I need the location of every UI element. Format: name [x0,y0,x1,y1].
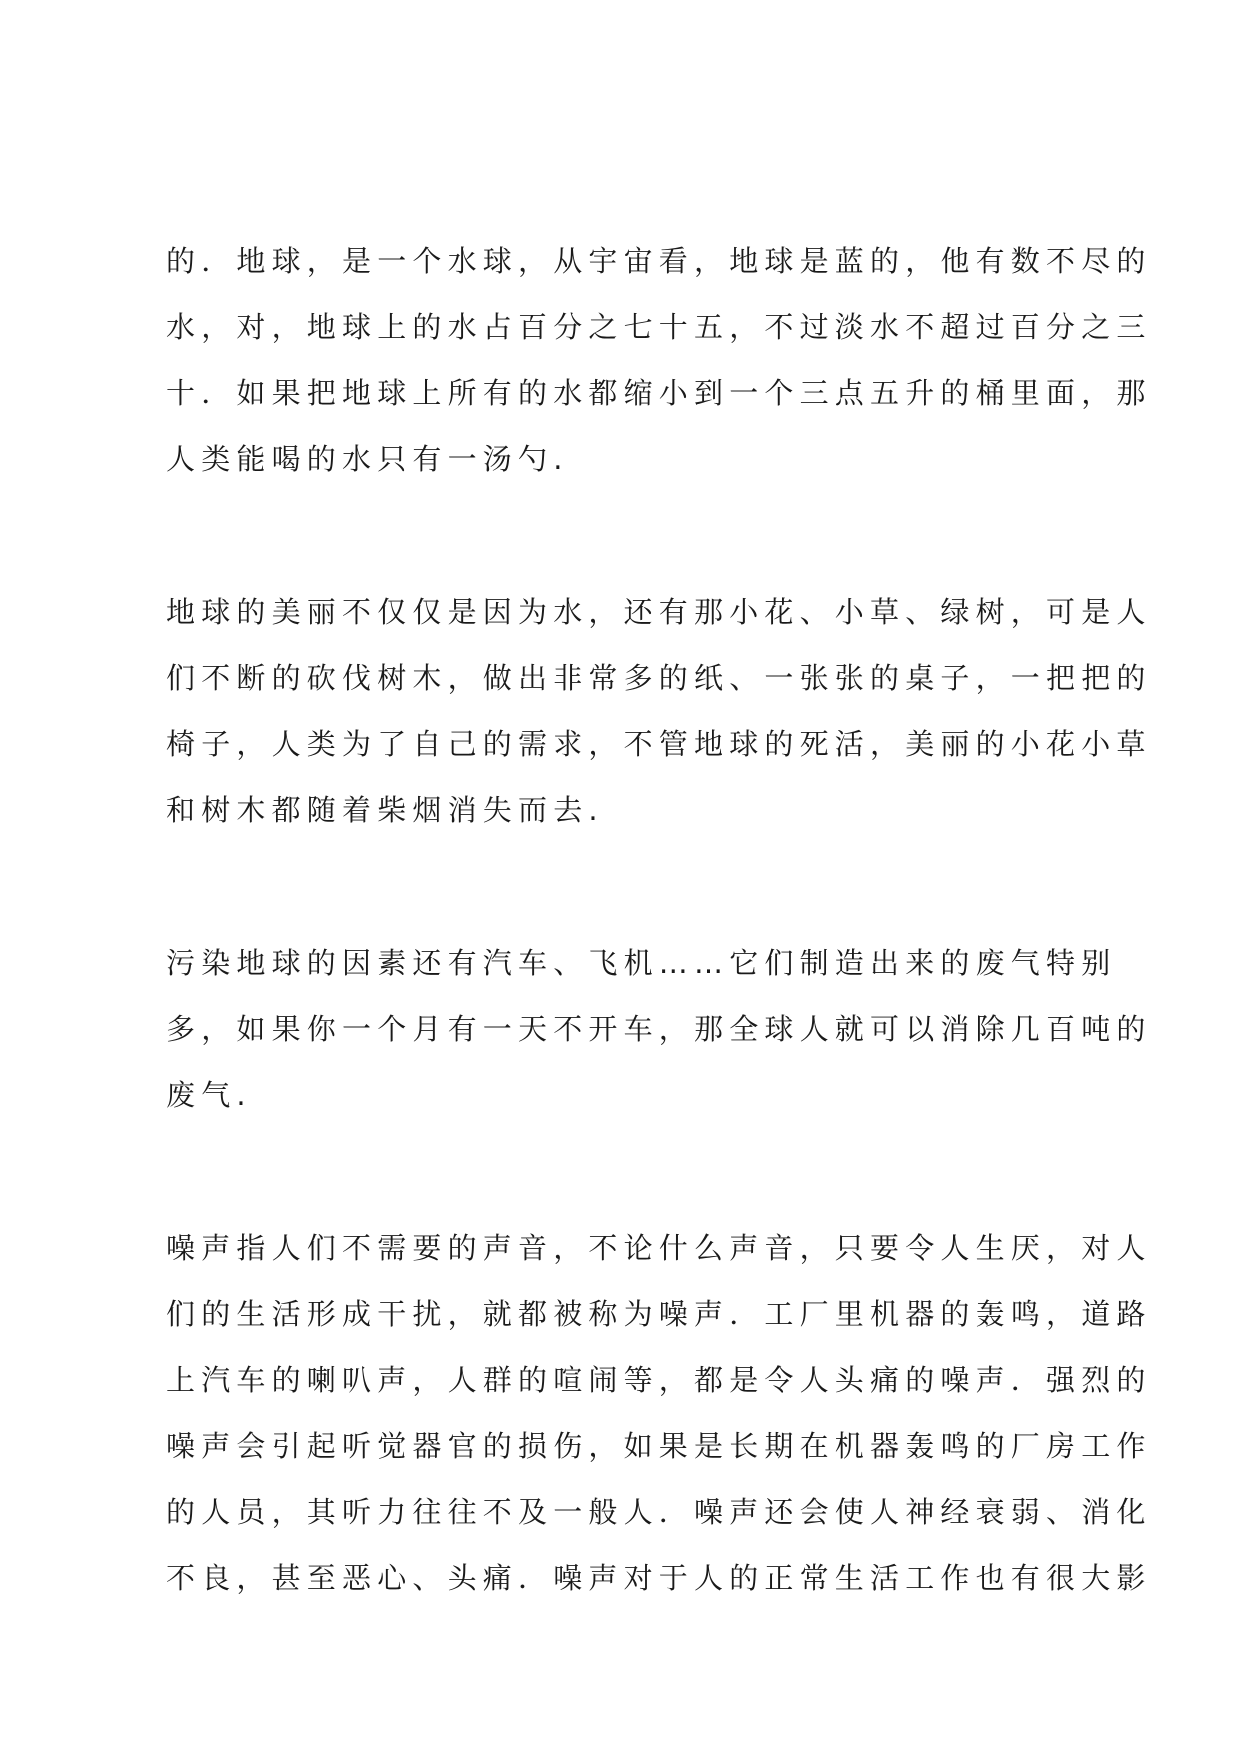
text-line: 上汽车的喇叭声，人群的喧闹等，都是令人头痛的噪声．强烈的 [166,1363,1152,1397]
text-line: 的．地球，是一个水球，从宇宙看，地球是蓝的，他有数不尽的 [166,244,1152,278]
paragraph-water [166,228,1152,492]
text-line: 多，如果你一个月有一天不开车，那全球人就可以消除几百吨的 [166,1012,1152,1046]
paragraph-exhaust [166,930,1152,1128]
text-line: 噪声指人们不需要的声音，不论什么声音，只要令人生厌，对人 [166,1231,1152,1265]
document-body [166,228,1152,1611]
text-line: 的人员，其听力往往不及一般人．噪声还会使人神经衰弱、消化 [166,1495,1152,1529]
text-line: 人类能喝的水只有一汤勺. [166,442,569,476]
paragraph-noise [166,1215,1152,1611]
text-line: 们不断的砍伐树木，做出非常多的纸、一张张的桌子，一把把的 [166,661,1152,695]
paragraph-spacer [166,1128,1096,1215]
text-line: 们的生活形成干扰，就都被称为噪声．工厂里机器的轰鸣，道路 [166,1297,1152,1331]
paragraph-spacer [166,843,1096,930]
paragraph-spacer [166,492,1096,579]
text-line: 十．如果把地球上所有的水都缩小到一个三点五升的桶里面，那 [166,376,1152,410]
text-line: 地球的美丽不仅仅是因为水，还有那小花、小草、绿树，可是人 [166,595,1152,629]
text-line: 和树木都随着柴烟消失而去. [166,793,604,827]
text-line: 不良，甚至恶心、头痛．噪声对于人的正常生活工作也有很大影 [166,1561,1152,1595]
text-line: 椅子，人类为了自己的需求，不管地球的死活，美丽的小花小草 [166,727,1152,761]
text-line: 噪声会引起听觉器官的损伤，如果是长期在机器轰鸣的厂房工作 [166,1429,1152,1463]
text-line: 废气. [166,1078,252,1112]
paragraph-trees [166,579,1152,843]
text-line: 污染地球的因素还有汽车、飞机……它们制造出来的废气特别 [166,946,1117,980]
text-line: 水，对，地球上的水占百分之七十五，不过淡水不超过百分之三 [166,310,1152,344]
